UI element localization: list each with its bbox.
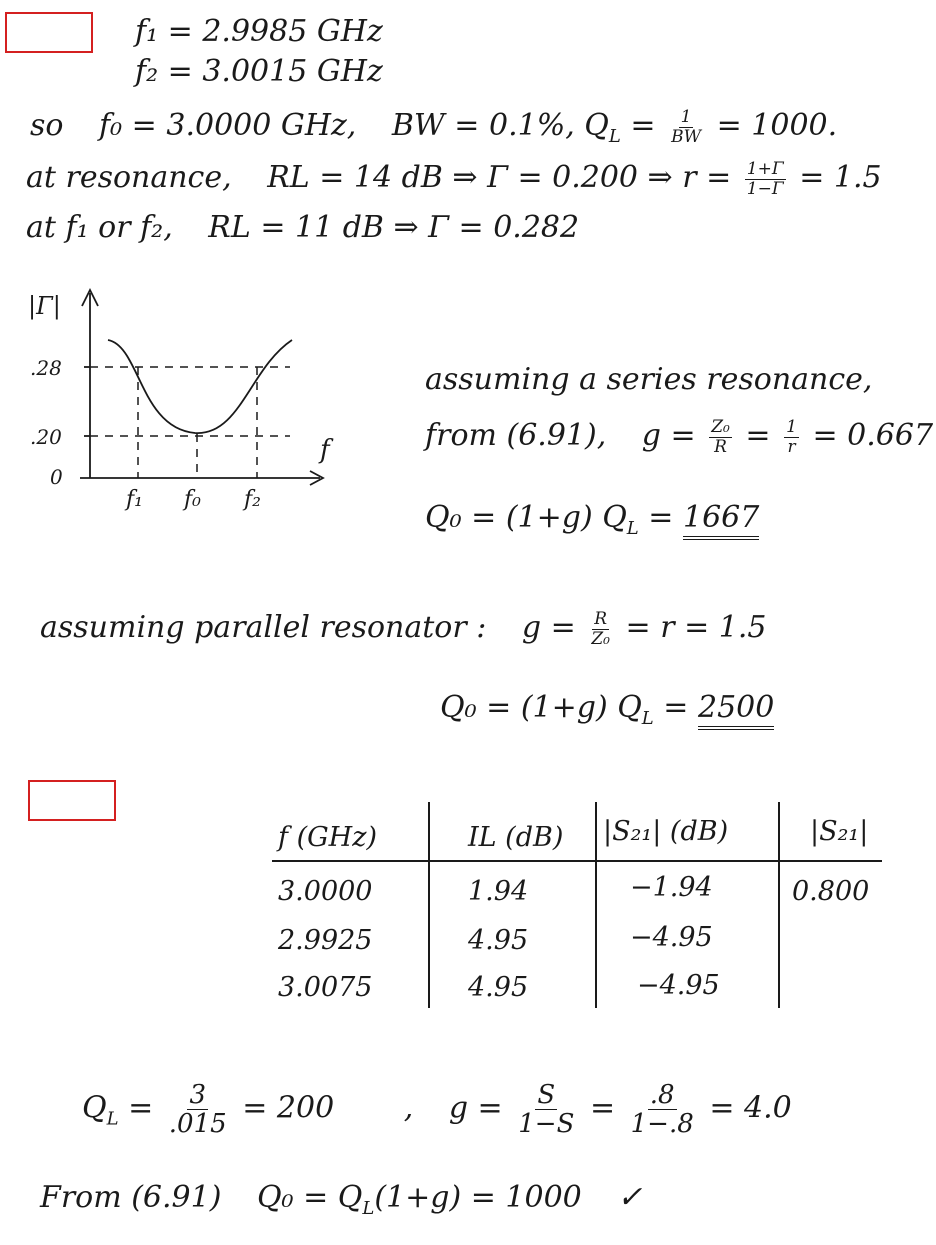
- resonance-rl: RL = 14 dB ⇒ Γ = 0.200 ⇒ r =: [267, 160, 732, 195]
- r-result: = 1.5: [799, 160, 882, 195]
- f2-line: f₂ = 3.0015 GHz: [135, 54, 383, 89]
- resonance-label: at resonance,: [26, 160, 232, 195]
- parallel-q0-eq: =: [663, 690, 689, 725]
- gamma-vs-frequency-sketch: [20, 278, 360, 518]
- xtick-f2: f₂: [244, 487, 261, 512]
- ytick-028: .28: [30, 356, 62, 380]
- p2-g-num1: S: [537, 1080, 556, 1110]
- th-s21db: |S₂₁| (dB): [603, 816, 729, 847]
- p2-g-den1: 1−S: [518, 1109, 575, 1139]
- table-header-rule: [272, 860, 882, 862]
- parallel-num: R: [594, 608, 608, 629]
- p2-ql-eq: =: [128, 1090, 154, 1126]
- ql-symbol: Q: [584, 108, 609, 143]
- ytick-020: .20: [30, 425, 62, 449]
- series-q0-line: [425, 500, 759, 539]
- series-frac-1: [709, 416, 732, 457]
- f0-expr: f₀ = 3.0000 GHz,: [99, 108, 357, 143]
- parallel-q0-value: 2500: [698, 690, 774, 730]
- parallel-q0-line: [440, 690, 774, 729]
- table-vline-1: [428, 802, 430, 1008]
- ql-eq: =: [630, 108, 656, 143]
- part2-ql-g-line: [82, 1082, 792, 1137]
- parallel-frac: [589, 608, 612, 649]
- p2-ql-frac: [167, 1082, 229, 1137]
- table-vline-3: [778, 802, 780, 1008]
- problem-label-box-1: [5, 12, 93, 53]
- row2-s21db: −4.95: [630, 922, 713, 953]
- parallel-den: Z₀: [591, 628, 610, 649]
- series-d1: R: [714, 436, 727, 457]
- series-frac-2: [784, 416, 799, 457]
- p2-g: g =: [448, 1090, 503, 1126]
- bw-expr: BW = 0.1%,: [391, 108, 575, 143]
- f1f2-line: [26, 210, 579, 245]
- th-s21: |S₂₁|: [810, 816, 869, 847]
- ytick-0: 0: [50, 465, 63, 489]
- p2-final-prefix: From (6.91): [40, 1180, 222, 1215]
- f1f2-label: at f₁ or f₂,: [26, 210, 173, 245]
- p2-g-eq: =: [589, 1090, 616, 1126]
- p2-ql-den: .015: [168, 1109, 227, 1139]
- row1-s21: 0.800: [792, 876, 870, 907]
- p2-g-den2: 1−.8: [630, 1109, 694, 1139]
- ql-num: 1: [680, 106, 692, 127]
- parallel-q0-expr: Q₀ = (1+g) Q: [440, 690, 642, 725]
- series-q0-expr: Q₀ = (1+g) Q: [425, 500, 627, 535]
- row3-il: 4.95: [468, 972, 529, 1003]
- ql-sub: L: [608, 126, 621, 147]
- p2-ql: Q: [82, 1090, 107, 1126]
- p2-final-rest: (1+g) = 1000: [374, 1180, 582, 1215]
- row2-f: 2.9925: [278, 925, 373, 956]
- parallel-line-1: [40, 610, 766, 648]
- series-q0-sub: L: [626, 518, 639, 539]
- ql-fraction: [669, 106, 703, 147]
- graph-ylabel: |Γ|: [28, 292, 61, 320]
- r-den: 1−Γ: [746, 178, 784, 199]
- table-vline-2: [595, 802, 597, 1008]
- series-n1: Z₀: [711, 416, 730, 437]
- series-q0-value: 1667: [683, 500, 759, 540]
- p2-ql-sub: L: [106, 1108, 119, 1130]
- f1f2-rl: RL = 11 dB ⇒ Γ = 0.282: [208, 210, 580, 245]
- graph-xlabel: f: [320, 435, 330, 465]
- row1-il: 1.94: [468, 876, 529, 907]
- f0-bw-ql-line: [30, 108, 837, 147]
- so-word: so: [30, 108, 64, 143]
- p2-ql-num: 3: [189, 1080, 207, 1110]
- series-d2: r: [787, 436, 796, 457]
- row3-f: 3.0075: [278, 972, 373, 1003]
- series-g: g =: [641, 418, 696, 453]
- resonance-line: [26, 160, 882, 198]
- th-il: IL (dB): [468, 822, 564, 853]
- p2-g-result: = 4.0: [709, 1090, 792, 1126]
- p2-final-sub: L: [362, 1198, 375, 1219]
- ql-den: BW: [671, 126, 702, 147]
- f1-line: f₁ = 2.9985 GHz: [135, 14, 383, 49]
- p2-g-frac-1: [516, 1082, 576, 1137]
- series-q0-eq: =: [648, 500, 674, 535]
- row1-s21db: −1.94: [630, 872, 713, 903]
- p2-g-num2: .8: [649, 1080, 675, 1110]
- gamma-curve: [108, 340, 292, 433]
- row2-il: 4.95: [468, 925, 529, 956]
- row3-s21db: −4.95: [637, 970, 720, 1001]
- part2-final-line: [40, 1180, 642, 1219]
- p2-comma: ,: [403, 1090, 414, 1126]
- series-line-2: [425, 418, 933, 456]
- parallel-q0-sub: L: [641, 708, 654, 729]
- row1-f: 3.0000: [278, 876, 373, 907]
- series-n2: 1: [786, 416, 797, 437]
- parallel-label: assuming parallel resonator :: [40, 610, 487, 645]
- problem-label-box-2: [28, 780, 116, 821]
- series-result: = 0.667: [812, 418, 934, 453]
- p2-g-frac-2: [629, 1082, 696, 1137]
- p2-final-expr: Q₀ = Q: [256, 1180, 363, 1215]
- series-from: from (6.91),: [425, 418, 607, 453]
- xtick-f0: f₀: [184, 487, 201, 512]
- r-fraction: [745, 158, 786, 199]
- p2-ql-result: = 200: [242, 1090, 335, 1126]
- series-line-1: assuming a series resonance,: [425, 362, 873, 397]
- ql-result: = 1000.: [716, 108, 838, 143]
- check-mark-icon: ✓: [617, 1180, 643, 1215]
- parallel-result: = r = 1.5: [625, 610, 767, 645]
- xtick-f1: f₁: [126, 487, 143, 512]
- series-mid: =: [745, 418, 771, 453]
- parallel-g: g =: [521, 610, 576, 645]
- r-num: 1+Γ: [746, 158, 784, 179]
- th-f: f (GHz): [278, 822, 377, 853]
